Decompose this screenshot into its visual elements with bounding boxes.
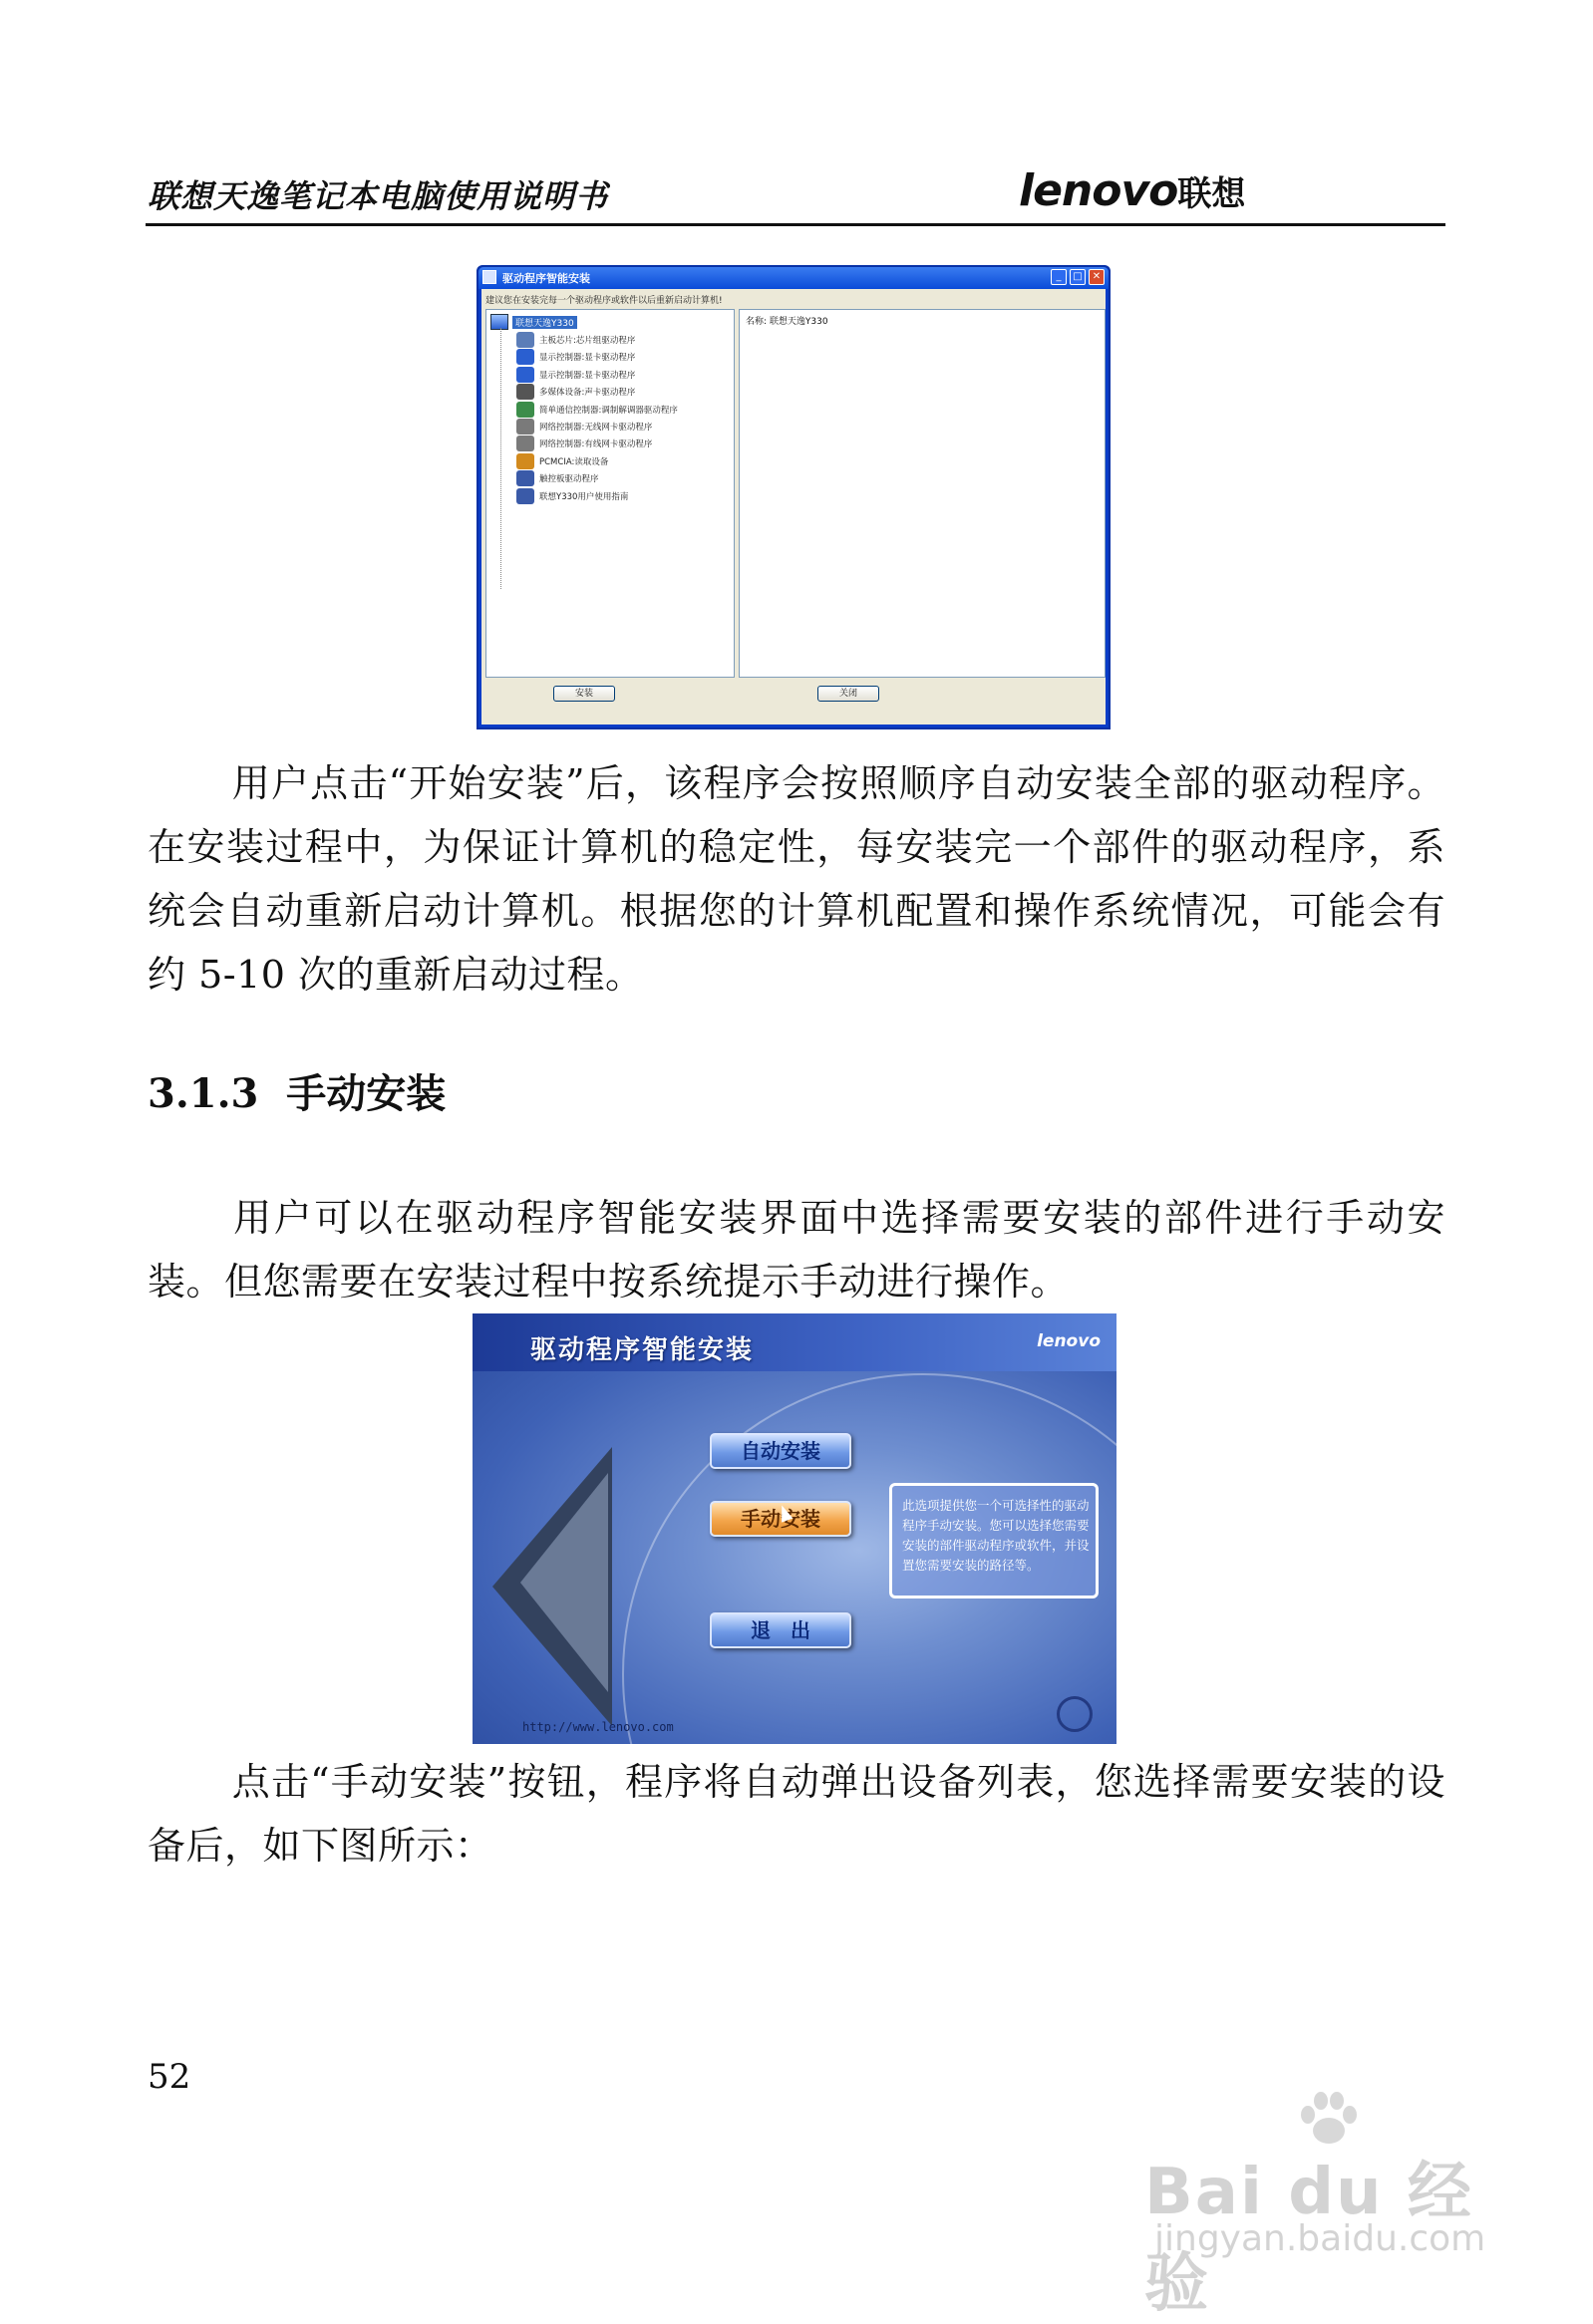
splash-lenovo-logo: lenovo bbox=[1037, 1331, 1101, 1351]
lenovo-url: http://www.lenovo.com bbox=[522, 1720, 674, 1734]
exit-button[interactable]: 退 出 bbox=[710, 1612, 851, 1648]
computer-icon bbox=[490, 314, 508, 330]
installer-splash bbox=[473, 1313, 1116, 1744]
paragraph-2 bbox=[148, 1186, 1445, 1313]
paragraph-1-text: 用户点击“开始安装”后，该程序会按照顺序自动安装全部的驱动程序。在安装过程中，为保证计算机的稳定性，每安装完一个部件的驱动程序，系统会自动重新启动计算机。根据您的计算机配置和操作系统情况，可能会有约 5-10 次的重新启动过程。 bbox=[148, 761, 1445, 997]
touchpad-icon bbox=[516, 470, 534, 486]
guide-icon bbox=[516, 488, 534, 504]
tree-item[interactable] bbox=[516, 349, 635, 365]
decor-triangle-inner bbox=[520, 1473, 608, 1692]
swirl-icon bbox=[1057, 1696, 1093, 1732]
info-icon bbox=[516, 367, 534, 383]
pcmcia-icon bbox=[516, 453, 534, 469]
tree-root[interactable] bbox=[490, 314, 577, 330]
restart-notice: 建议您在安装完每一个驱动程序或软件以后重新启动计算机! bbox=[485, 296, 723, 306]
tree-connector bbox=[500, 328, 502, 589]
info-icon bbox=[516, 349, 534, 365]
paragraph-2-text: 用户可以在驱动程序智能安装界面中选择需要安装的部件进行手动安装。但您需要在安装过程中按系统提示手动进行操作。 bbox=[148, 1196, 1445, 1304]
detail-pane bbox=[739, 309, 1106, 678]
app-icon bbox=[482, 270, 496, 284]
lenovo-logo bbox=[1019, 165, 1245, 216]
baidu-watermark bbox=[1144, 2089, 1503, 2321]
window-client bbox=[481, 289, 1106, 725]
tree-item[interactable] bbox=[516, 402, 678, 418]
install-button[interactable]: 安装 bbox=[553, 686, 615, 702]
device-tree[interactable] bbox=[485, 309, 735, 678]
tree-item-label: 简单通信控制器:调制解调器驱动程序 bbox=[539, 405, 678, 416]
tree-item-label: 联想Y330用户使用指南 bbox=[539, 491, 629, 502]
option-description-box bbox=[889, 1483, 1099, 1598]
heading-title: 手动安装 bbox=[286, 1071, 447, 1117]
tree-item[interactable] bbox=[516, 384, 635, 400]
tree-item[interactable] bbox=[516, 470, 599, 486]
heading-number: 3.1.3 bbox=[148, 1070, 259, 1117]
logo-cn: 联想 bbox=[1177, 174, 1246, 214]
minimize-icon[interactable]: _ bbox=[1051, 269, 1067, 285]
page-number: 52 bbox=[148, 2057, 191, 2097]
tree-item-label: 显示控制器:显卡驱动程序 bbox=[539, 353, 636, 364]
tree-item-label: 主板芯片:芯片组驱动程序 bbox=[539, 336, 636, 346]
tree-item[interactable] bbox=[516, 488, 628, 504]
network-icon bbox=[516, 436, 534, 451]
tree-item-label: 多媒体设备:声卡驱动程序 bbox=[539, 388, 636, 399]
window-title: 驱动程序智能安装 bbox=[502, 272, 590, 285]
maximize-icon[interactable]: □ bbox=[1070, 269, 1086, 285]
tree-item-label: 网络控制器:有线网卡驱动程序 bbox=[539, 439, 653, 450]
speaker-icon bbox=[516, 384, 534, 400]
tree-item[interactable] bbox=[516, 367, 635, 383]
paragraph-1 bbox=[148, 751, 1445, 1007]
tree-item[interactable] bbox=[516, 419, 652, 435]
book-title: 联想天逸笔记本电脑使用说明书 bbox=[148, 177, 609, 215]
paw-icon bbox=[1294, 2089, 1364, 2149]
paragraph-3 bbox=[148, 1750, 1445, 1878]
close-button[interactable]: 关闭 bbox=[817, 686, 879, 702]
detail-name: 名称: 联想天逸Y330 bbox=[746, 317, 828, 327]
tree-item[interactable] bbox=[516, 332, 635, 348]
header-rule bbox=[146, 223, 1445, 226]
paragraph-3-text: 点击“手动安装”按钮，程序将自动弹出设备列表，您选择需要安装的设备后，如下图所示： bbox=[148, 1760, 1445, 1868]
watermark-site: jingyan.baidu.com bbox=[1154, 2218, 1486, 2259]
option-description: 此选项提供您一个可选择性的驱动程序手动安装。您可以选择您需要安装的部件驱动程序或软件，并设置您需要安装的路径等。 bbox=[902, 1498, 1090, 1573]
logo-text: lenovo bbox=[1019, 165, 1178, 216]
modem-icon bbox=[516, 402, 534, 418]
tree-item-label: PCMCIA:读取设备 bbox=[539, 456, 609, 467]
tree-item-label: 触控板驱动程序 bbox=[539, 474, 599, 485]
tree-item-label: 网络控制器:无线网卡驱动程序 bbox=[539, 423, 653, 433]
close-icon[interactable]: ✕ bbox=[1089, 269, 1105, 285]
chip-icon bbox=[516, 332, 534, 348]
auto-install-button[interactable]: 自动安装 bbox=[710, 1433, 851, 1469]
tree-item[interactable] bbox=[516, 453, 608, 469]
tree-item-label: 显示控制器:显卡驱动程序 bbox=[539, 370, 636, 381]
section-heading bbox=[148, 1062, 446, 1119]
tree-item[interactable] bbox=[516, 436, 652, 451]
network-icon bbox=[516, 419, 534, 435]
splash-title: 驱动程序智能安装 bbox=[530, 1335, 755, 1365]
window-titlebar bbox=[478, 267, 1109, 289]
tree-root-label: 联想天逸Y330 bbox=[512, 316, 577, 329]
watermark-brand: Bai du 经验 bbox=[1144, 2156, 1473, 2321]
driver-install-window bbox=[477, 265, 1111, 729]
manual-install-button[interactable]: 手动安装 bbox=[710, 1501, 851, 1537]
